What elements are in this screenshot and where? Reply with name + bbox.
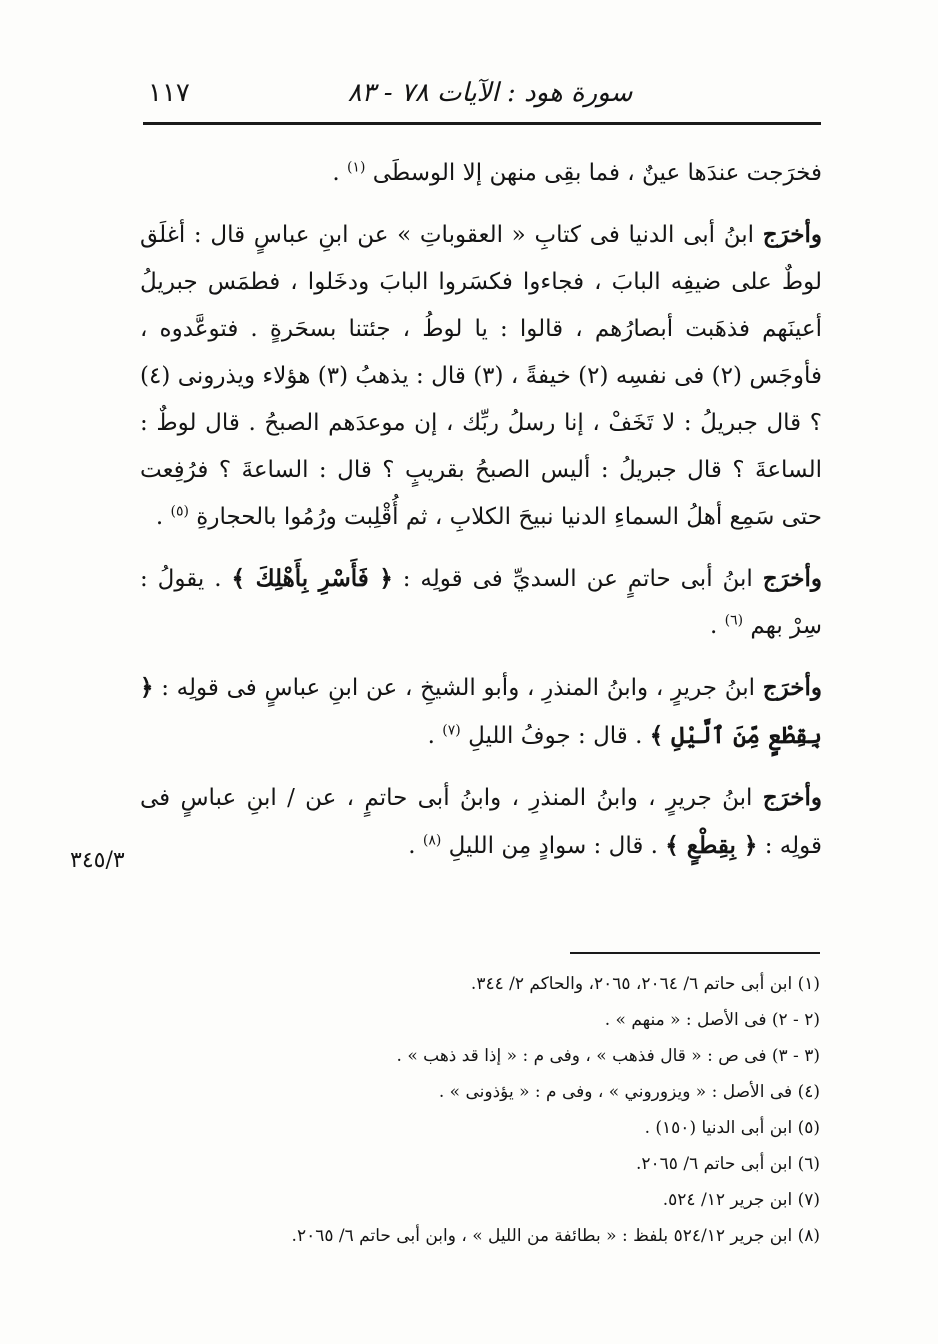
lead-word: وأخرَج <box>762 221 823 248</box>
footnote-ref: (٦) <box>724 612 744 629</box>
quran-quote: ﴿ بِقِطْعٍ ﴾ <box>665 832 758 859</box>
footnote-divider <box>570 952 820 954</box>
footnote-ref: (٥) <box>170 503 189 520</box>
lead-word: وأخرَج <box>762 565 823 592</box>
footnote-item: (٤) فى الأصل : « ويزوروني » ، وفى م : « يؤذونى » . <box>438 1082 820 1102</box>
footnote-item: (٥) ابن أبى الدنيا (١٥٠) . <box>644 1118 820 1138</box>
paragraph-tail: . <box>155 504 164 530</box>
main-text <box>140 150 822 884</box>
quran-quote: ﴿ بِقِطْعٍ مِّنَ ٱلَّيْلِ ﴾ <box>140 674 822 749</box>
paragraph-text-2: . يقولُ : سِرْ بهم <box>140 566 822 639</box>
running-header-title: سورة هود : الآيات ٧٨ - ٨٣ <box>347 78 633 108</box>
footnote-ref: (٧) <box>442 722 461 739</box>
paragraph-text-2: . قال : سوادٍ مِن الليلِ <box>448 833 658 859</box>
paragraph-tail: . <box>427 723 435 749</box>
paragraph-2 <box>140 211 822 541</box>
lead-word: وأخرَج <box>762 784 822 811</box>
paragraph-text: ابنُ جريرٍ ، وابنُ المنذرِ ، وابنُ أبى حاتمٍ ، عن / ابنِ عباسٍ فى قولِه : <box>140 785 822 859</box>
lead-word: وأخرَج <box>762 674 823 701</box>
footnote-item: (٢ - ٢) فى الأصل : « منهم » . <box>604 1010 820 1030</box>
paragraph-1 <box>140 150 822 197</box>
footnotes <box>180 966 820 1254</box>
paragraph-text: ابنُ أبى الدنيا فى كتابِ « العقوباتِ » عن ابنِ عباسٍ قال : أغلَق لوطٌ على ضيفِه البابَ ، فجاءوا فكسَروا البابَ ودخَلوا ، فطمَس جبريلُ أعينَهم فذهَبت أبصارُهم ، قالوا : يا لوطُ ، جئتنا بسحَرةٍ . فتوعَّدوه ، فأوجَس (٢) فى نفسِه (٢) خيفةً ، (٣) قال : يذهبُ (٣) هؤلاء ويذرونى (٤) ؟ قال جبريلُ : لا تَخَفْ ، إنا رسلُ ربِّك ، إن موعدَهم الصبحُ . قال لوطٌ : الساعةَ ؟ قال جبريلُ : أليس الصبحُ بقريبٍ ؟ قال : الساعةَ ؟ فرُفِعت حتى سَمِع أهلُ السماءِ الدنيا نبيحَ الكلابِ ، ثم أُقْلِبت ورُمُوا بالحجارةِ <box>140 222 822 530</box>
footnote-item: (٣ - ٣) فى ص : « قال فذهب » ، وفى م : « إذا قد ذهب » . <box>396 1046 820 1066</box>
footnote-ref: (٨) <box>422 832 442 849</box>
paragraph-tail: . <box>408 833 416 859</box>
footnote-item: (٧) ابن جرير ١٢/ ٥٢٤. <box>662 1190 820 1210</box>
paragraph-tail: . <box>332 160 340 186</box>
header-divider <box>143 122 821 125</box>
page-number: ١١٧ <box>148 78 190 108</box>
footnote-item: (٦) ابن أبى حاتم ٦/ ٢٠٦٥. <box>635 1154 820 1174</box>
paragraph-text: فخرَجت عندَها عينٌ ، فما بقِى منهن إلا الوسطَى <box>372 160 822 186</box>
paragraph-4 <box>140 664 822 760</box>
paragraph-tail: . <box>710 613 718 639</box>
paragraph-3 <box>140 555 822 650</box>
paragraph-text: ابنُ جريرٍ ، وابنُ المنذرِ ، وأبو الشيخِ ، عن ابنِ عباسٍ فى قولِه : <box>153 675 756 701</box>
footnote-item: (١) ابن أبى حاتم ٦/ ٢٠٦٤، ٢٠٦٥، والحاكم ٢/ ٣٤٤. <box>470 974 820 994</box>
paragraph-text-2: . قال : جوفُ الليلِ <box>468 723 643 749</box>
footnote-ref: (١) <box>346 159 366 176</box>
paragraph-text: ابنُ أبى حاتمٍ عن السديِّ فى قولِه : <box>392 566 753 592</box>
footnote-item: (٨) ابن جرير ٥٢٤/١٢ بلفظ : « بطائفة من الليل » ، وابن أبى حاتم ٦/ ٢٠٦٥. <box>291 1226 820 1246</box>
quran-quote: ﴿ فَأَسْرِ بِأَهْلِكَ ﴾ <box>231 565 393 592</box>
paragraph-5 <box>140 774 822 870</box>
margin-volume-reference: ٣٤٥/٣ <box>70 848 125 873</box>
